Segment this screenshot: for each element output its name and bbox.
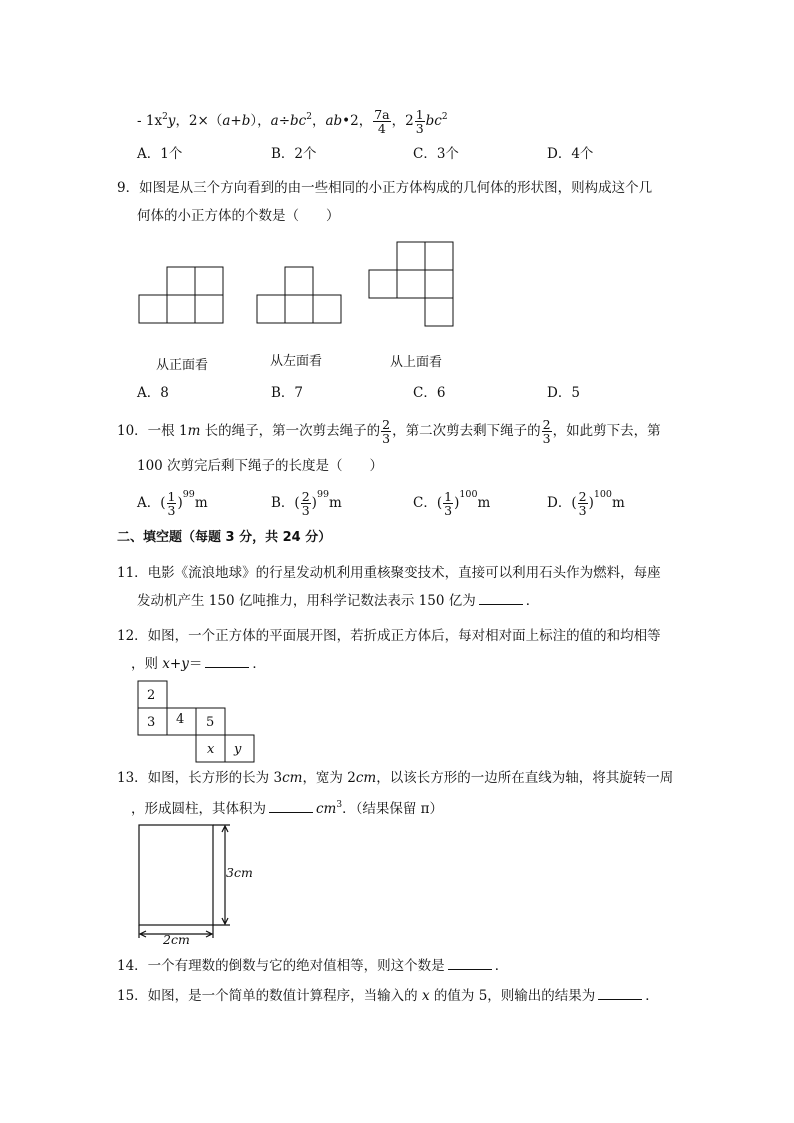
q8-expression: - $1x^2y$，2×（a+b），$a\div bc^2$，ab•2， $\frac{7a}{4}$ ，2 $\frac{1}{3}$ $bc^2$: [137, 107, 448, 136]
q13-answer-blank[interactable]: [269, 800, 313, 813]
fraction-two-thirds-second: $\frac{2}{3}$: [542, 417, 551, 446]
net-cell-y: y: [234, 742, 242, 757]
q13-stem-line1: 13．如图，长方形的长为 3cm，宽为 2cm，以该长方形的一边所在直线为轴，将其旋转一周: [117, 770, 674, 786]
net-cell-2: 2: [147, 688, 156, 703]
fraction-two-thirds-first: $\frac{2}{3}$: [382, 417, 391, 446]
q15-stem: 15．如图，是一个简单的数值计算程序，当输入的 x 的值为 5，则输出的结果为 ．: [117, 988, 659, 1004]
left-view-figure: [256, 266, 344, 326]
q9-option-b[interactable]: B．7: [271, 385, 304, 401]
caption-front-view: 从正面看: [156, 358, 209, 373]
label-2cm: 2cm: [163, 932, 190, 947]
net-cell-x: x: [207, 742, 215, 757]
net-cell-3: 3: [147, 715, 156, 730]
fraction-7a-over-4: $\frac{7a}{4}$: [374, 107, 390, 136]
q8-option-d[interactable]: D．4个: [547, 146, 594, 162]
q12-stem-line1: 12．如图，一个正方体的平面展开图，若折成正方体后，每对相对面上标注的值的和均相等: [117, 628, 661, 644]
top-view-figure: [368, 241, 456, 329]
caption-top-view: 从上面看: [390, 355, 443, 370]
q11-stem-line2: 发动机产生 150 亿吨推力，用科学记数法表示 150 亿为 ．: [137, 593, 540, 609]
q9-stem-line2: 何体的小正方体的个数是（ ）: [137, 208, 340, 224]
q14-stem: 14．一个有理数的倒数与它的绝对值相等，则这个数是 ．: [117, 958, 509, 974]
q8-option-a[interactable]: A．1个: [137, 146, 183, 162]
q9-option-a[interactable]: A．8: [137, 385, 169, 401]
net-cell-4: 4: [176, 712, 185, 727]
q10-option-c[interactable]: C．( $\frac{1}{3}$ )$^{100}$m: [413, 489, 491, 518]
q10-option-d[interactable]: D．( $\frac{2}{3}$ )$^{100}$m: [547, 489, 625, 518]
q11-answer-blank[interactable]: [479, 592, 523, 605]
q12-answer-blank[interactable]: [205, 655, 249, 668]
rectangle-figure: [130, 820, 260, 948]
q10-option-b[interactable]: B．( $\frac{2}{3}$ )$^{99}$m: [271, 489, 342, 518]
net-cell-5: 5: [206, 715, 215, 730]
cube-net-figure: [137, 680, 257, 764]
q9-option-d[interactable]: D．5: [547, 385, 580, 401]
q8-option-b[interactable]: B．2个: [271, 146, 317, 162]
caption-left-view: 从左面看: [270, 354, 323, 369]
q14-answer-blank[interactable]: [448, 957, 492, 970]
q9-option-c[interactable]: C．6: [413, 385, 446, 401]
q10-option-a[interactable]: A．( $\frac{1}{3}$ )$^{99}$m: [137, 489, 208, 518]
section-title-fill-in: 二、填空题（每题 3 分，共 24 分）: [117, 530, 332, 545]
q15-answer-blank[interactable]: [598, 987, 642, 1000]
label-3cm: 3cm: [226, 865, 253, 880]
q13-stem-line2: ，形成圆柱，其体积为 $cm^3$．（结果保留 π）: [131, 800, 444, 817]
q10-stem-line2: 100 次剪完后剩下绳子的长度是（ ）: [137, 458, 384, 474]
q10-stem-line1: 10．一根 1m 长的绳子，第一次剪去绳子的 $\frac{2}{3}$ ，第二次剪去剩下绳子的 $\frac{2}{3}$ ，如此剪下去，第: [117, 417, 661, 446]
q9-stem-line1: 9．如图是从三个方向看到的由一些相同的小正方体构成的几何体的形状图，则构成这个几: [117, 180, 653, 196]
q11-stem-line1: 11．电影《流浪地球》的行星发动机利用重核聚变技术，直接可以利用石头作为燃料，每座: [117, 565, 661, 581]
q12-stem-line2: ，则 x+y＝ ．: [131, 656, 266, 672]
front-view-figure: [138, 266, 226, 326]
fraction-1-over-3: $\frac{1}{3}$: [415, 107, 424, 136]
q8-option-c[interactable]: C．3个: [413, 146, 459, 162]
